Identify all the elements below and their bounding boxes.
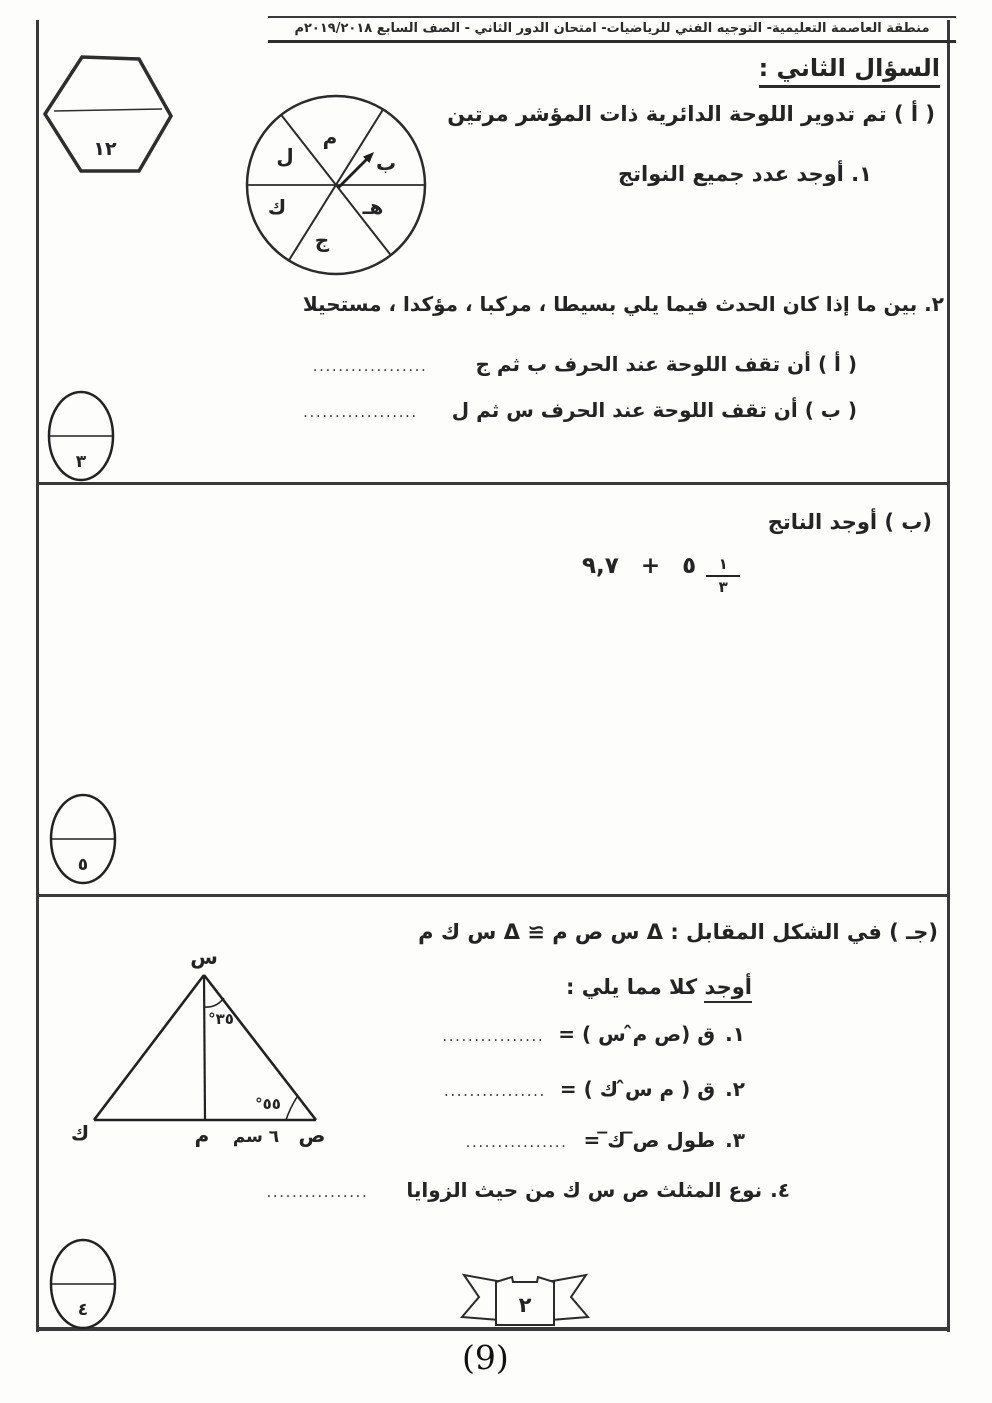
apex-angle-value: °٣٥ xyxy=(208,1010,234,1028)
spinner-sector-label: ك xyxy=(267,195,287,219)
total-marks-hexagon xyxy=(42,52,174,178)
spinner-sector-label: هـ xyxy=(362,195,384,219)
find-word-underlined: أوجد xyxy=(704,975,752,1003)
footer-banner-number: ٢ xyxy=(518,1293,532,1317)
spinner-sector-label: ج xyxy=(314,228,330,252)
triangle-left-vertex-label: ك xyxy=(70,1121,90,1145)
section-c-item-4 xyxy=(266,1178,790,1202)
fraction-numerator: ١ xyxy=(706,556,740,577)
hexagon-divider-line xyxy=(54,109,162,111)
section-b-marks-value: ٥ xyxy=(77,855,89,875)
sub-b-label: ( ب ) أن تقف اللوحة عند الحرف س ثم ل xyxy=(451,398,857,422)
right-angle-value: °٥٥ xyxy=(255,1095,281,1113)
sub-a-label: ( أ ) أن تقف اللوحة عند الحرف ب ثم ج xyxy=(475,352,857,376)
section-c-marks-oval xyxy=(47,1237,119,1331)
section-a-item-2: ٢. بين ما إذا كان الحدث فيما يلي بسيطا ، مركبا ، مؤكدا ، مستحيلا xyxy=(302,292,944,316)
question-title: السؤال الثاني : xyxy=(759,54,940,88)
exam-header: منطقة العاصمة التعليمية- التوجيه الفني للرياضيات- امتحان الدور الثاني - الصف السابع ٢٠١٩/٢٠١٨م xyxy=(268,16,956,43)
section-b-expression xyxy=(582,546,740,596)
item-number: ٤. xyxy=(770,1178,790,1202)
section-divider-1 xyxy=(38,482,948,485)
item-answer-blank: ................ xyxy=(442,1027,545,1045)
page-border-right xyxy=(947,20,950,1332)
section-b-heading: (ب ) أوجد الناتج xyxy=(767,510,932,534)
triangle-apex-label: س xyxy=(190,946,218,969)
triangle-base-length-label: ٦ سم xyxy=(232,1127,280,1147)
section-c-heading: (جـ ) في الشكل المقابل : Δ‏ س ص م ≅ Δ‏ س ك م xyxy=(418,920,938,944)
triangle-side-left xyxy=(94,975,204,1120)
section-a-marks-oval xyxy=(45,389,117,483)
item-label: نوع المثلث ص س ك من حيث الزوايا xyxy=(406,1178,763,1202)
find-rest: كلا مما يلي : xyxy=(566,975,705,999)
item-label: ق (ص م̂ س ) = xyxy=(558,1022,716,1046)
section-c-find-line xyxy=(566,975,752,999)
expression-mixed-whole: ٥ xyxy=(682,552,697,579)
triangle-right-vertex-label: ص xyxy=(298,1123,326,1147)
spinner-sector-label: ب xyxy=(375,151,397,175)
section-divider-2 xyxy=(38,894,948,897)
item-number: ١. xyxy=(725,1022,745,1046)
spinner-sector-label: م xyxy=(322,125,338,149)
triangle-figure xyxy=(58,946,370,1174)
item-answer-blank: ................ xyxy=(465,1133,568,1151)
page-number: (9) xyxy=(462,1338,509,1377)
section-a-intro: ( أ ) تم تدوير اللوحة الدائرية ذات المؤشر مرتين xyxy=(447,102,935,126)
section-c-item-3 xyxy=(466,1128,745,1152)
section-a-sub-b xyxy=(303,398,857,422)
section-a-item-1: ١. أوجد عدد جميع النواتج xyxy=(618,162,872,186)
expression-plus-operator: + xyxy=(640,552,661,579)
triangle-foot-label: م xyxy=(194,1123,210,1147)
section-b-marks-oval xyxy=(47,792,119,886)
item-number: ٢. xyxy=(725,1077,745,1101)
triangle-altitude xyxy=(204,975,205,1120)
page-border-left xyxy=(36,20,39,1332)
item-label: ق ( م س̂ ك ) = xyxy=(559,1077,716,1101)
apex-angle-arc xyxy=(205,998,224,1007)
item-answer-blank: ................ xyxy=(266,1183,369,1201)
item-answer-blank: ................ xyxy=(443,1082,546,1100)
section-c-marks-value: ٤ xyxy=(77,1300,89,1320)
total-marks-value: ١٢ xyxy=(93,138,117,160)
sub-b-answer-blank: .................. xyxy=(303,403,418,421)
expression-fraction xyxy=(706,556,740,595)
footer-ribbon xyxy=(452,1270,598,1332)
section-a-marks-value: ٣ xyxy=(75,452,87,472)
section-a-sub-a xyxy=(313,352,857,376)
spinner-figure xyxy=(238,88,438,288)
section-c-item-1 xyxy=(442,1022,745,1046)
sub-a-answer-blank: .................. xyxy=(312,357,428,375)
right-angle-arc xyxy=(286,1097,297,1120)
item-label: طول ص̅ ك̅ = xyxy=(583,1128,716,1152)
item-number: ٣. xyxy=(725,1128,745,1152)
expression-decimal-addend: ٩,٧ xyxy=(582,552,619,579)
section-c-item-2 xyxy=(444,1077,745,1101)
spinner-sector-label: ل xyxy=(276,144,294,168)
fraction-denominator: ٣ xyxy=(718,577,728,596)
